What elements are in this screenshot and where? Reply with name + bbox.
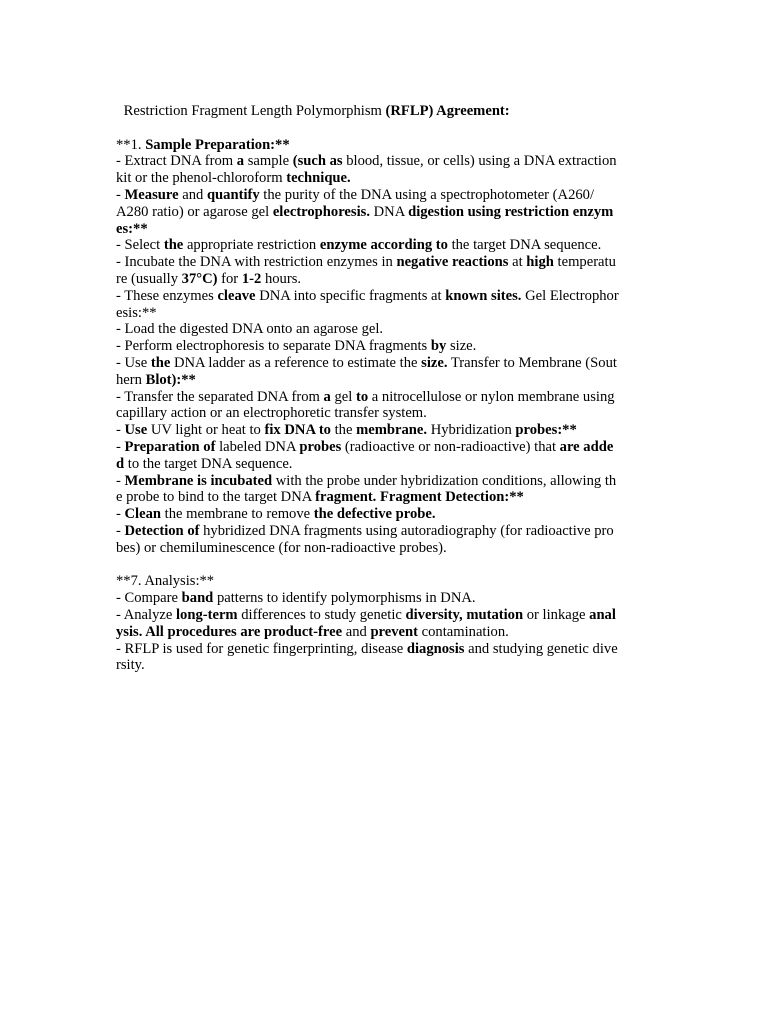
regular-text: blood, tissue, or cells) using a DNA extraction — [342, 153, 617, 170]
bold-text: the defective probe. — [313, 506, 436, 523]
bold-text: probes — [299, 438, 342, 455]
blank-line — [116, 120, 656, 137]
regular-text: the purity of the DNA using a spectrophotometer (A260/ — [259, 186, 595, 203]
bold-text: quantify — [206, 186, 260, 203]
bold-text: the — [150, 354, 171, 371]
regular-text: hours. — [261, 270, 302, 287]
bold-text: Clean — [124, 506, 161, 523]
regular-text: - These enzymes — [116, 287, 218, 304]
regular-text: differences to study genetic — [237, 606, 406, 623]
text-line — [116, 657, 656, 674]
text-line — [116, 624, 656, 641]
regular-text: e probe to bind to the target DNA — [116, 489, 316, 506]
regular-text: and — [178, 186, 207, 203]
regular-text: UV light or heat to — [147, 422, 265, 439]
bold-text: probes:** — [515, 422, 577, 439]
bold-text: digestion using restriction enzym — [408, 203, 614, 220]
regular-text: and studying genetic dive — [464, 640, 618, 657]
regular-text: - — [116, 186, 125, 203]
bold-text: long-term — [175, 606, 238, 623]
bold-text: diversity, mutation — [405, 606, 524, 623]
regular-text: DNA — [369, 203, 409, 220]
regular-text: bes) or chemiluminescence (for non-radioactive probes). — [116, 539, 447, 556]
regular-text: Gel Electrophor — [521, 287, 619, 304]
text-line — [116, 523, 656, 540]
text-line — [116, 305, 656, 322]
document-sections — [116, 137, 656, 675]
bold-text: cleave — [217, 287, 256, 304]
text-line — [116, 237, 656, 254]
regular-text: capillary action or an electrophoretic transfer system. — [116, 405, 427, 422]
blank-line — [116, 557, 656, 574]
bold-text: fragment. Fragment Detection:** — [315, 489, 524, 506]
bold-text: membrane. — [356, 422, 428, 439]
regular-text: hybridized DNA fragments using autoradiography (for radioactive pro — [199, 522, 614, 539]
text-line — [116, 153, 656, 170]
document-body — [116, 103, 656, 674]
regular-text: the — [330, 422, 357, 439]
regular-text: with the probe under hybridization conditions, allowing th — [272, 472, 617, 489]
regular-text: temperatu — [553, 254, 616, 271]
bold-text: are adde — [559, 438, 614, 455]
text-line — [116, 456, 656, 473]
regular-text: (radioactive or non-radioactive) that — [341, 438, 560, 455]
bold-text: anal — [589, 606, 616, 623]
regular-text: - Extract DNA from — [116, 153, 237, 170]
regular-text: - RFLP is used for genetic fingerprinting, disease — [116, 640, 407, 657]
document-section — [116, 573, 656, 674]
regular-text: - Analyze — [116, 606, 176, 623]
document-title — [116, 103, 656, 120]
bold-text: ysis. All procedures are product-free — [116, 623, 343, 640]
bold-text: high — [526, 254, 554, 271]
bold-text: Measure — [124, 186, 179, 203]
bold-text: negative reactions — [396, 254, 509, 271]
regular-text: re (usually — [116, 270, 182, 287]
bold-text: Sample Preparation:** — [141, 136, 290, 153]
regular-text: - Select — [116, 237, 164, 254]
regular-text: - Load the digested DNA onto an agarose gel. — [116, 321, 384, 338]
regular-text: labeled DNA — [215, 438, 300, 455]
text-line — [116, 540, 656, 557]
regular-text: - — [116, 422, 125, 439]
regular-text: DNA into specific fragments at — [255, 287, 446, 304]
text-line — [116, 372, 656, 389]
text-line — [116, 271, 656, 288]
bold-text: the — [163, 237, 184, 254]
regular-text: the target DNA sequence. — [447, 237, 602, 254]
bold-text: known sites. — [445, 287, 522, 304]
text-line — [116, 506, 656, 523]
bold-text: (such as — [292, 153, 343, 170]
bold-text: band — [181, 590, 214, 607]
text-line — [116, 254, 656, 271]
bold-text: d — [116, 455, 125, 472]
regular-text: A280 ratio) or agarose gel — [116, 203, 273, 220]
bold-text: size. — [421, 354, 448, 371]
regular-text: **1. — [116, 136, 142, 153]
regular-text: a nitrocellulose or nylon membrane using — [368, 388, 615, 405]
regular-text: at — [508, 254, 527, 271]
regular-text: Transfer to Membrane (Sout — [447, 354, 617, 371]
text-line — [116, 338, 656, 355]
text-line — [116, 489, 656, 506]
regular-text: esis:** — [116, 304, 157, 321]
regular-text: size. — [446, 338, 477, 355]
text-line — [116, 439, 656, 456]
text-line — [116, 288, 656, 305]
bold-text: Blot):** — [145, 371, 196, 388]
regular-text: sample — [244, 153, 293, 170]
regular-text: DNA ladder as a reference to estimate the — [170, 354, 422, 371]
regular-text: the membrane to remove — [161, 506, 314, 523]
regular-text: - — [116, 472, 125, 489]
bold-text: fix DNA to — [264, 422, 331, 439]
regular-text: patterns to identify polymorphisms in DNA. — [213, 590, 476, 607]
text-line — [116, 221, 656, 238]
bold-text: Preparation of — [124, 438, 216, 455]
text-line — [116, 607, 656, 624]
bold-text: Use — [124, 422, 148, 439]
bold-text: 1-2 — [241, 270, 262, 287]
text-line — [116, 641, 656, 658]
bold-text: by — [430, 338, 447, 355]
regular-text: kit or the phenol-chloroform — [116, 170, 287, 187]
bold-text: 37°C) — [181, 270, 218, 287]
regular-text: - Incubate the DNA with restriction enzymes in — [116, 254, 397, 271]
regular-text: contamination. — [418, 623, 509, 640]
bold-text: a — [323, 388, 331, 405]
text-line — [116, 389, 656, 406]
bold-text: technique. — [286, 170, 351, 187]
text-line — [116, 204, 656, 221]
regular-text: - — [116, 438, 125, 455]
regular-text: - Use — [116, 354, 151, 371]
bold-text: es:** — [116, 220, 148, 237]
text-line — [116, 187, 656, 204]
text-line — [116, 405, 656, 422]
bold-text: Detection of — [124, 522, 200, 539]
bold-text: to — [355, 388, 369, 405]
regular-text: Hybridization — [427, 422, 516, 439]
regular-text: - Transfer the separated DNA from — [116, 388, 324, 405]
regular-text: for — [217, 270, 242, 287]
text-line — [116, 321, 656, 338]
bold-text: a — [236, 153, 245, 170]
title-regular: Restriction Fragment Length Polymorphism — [120, 103, 386, 119]
text-line — [116, 473, 656, 490]
bold-text: electrophoresis. — [272, 203, 370, 220]
regular-text: rsity. — [116, 657, 145, 674]
regular-text: - Perform electrophoresis to separate DNA fragments — [116, 338, 431, 355]
regular-text: - — [116, 506, 125, 523]
bold-text: Membrane is incubated — [124, 472, 273, 489]
regular-text: **7. Analysis:** — [116, 573, 215, 590]
regular-text: to the target DNA sequence. — [124, 455, 293, 472]
text-line — [116, 590, 656, 607]
title-bold: (RFLP) Agreement: — [385, 103, 510, 119]
bold-text: enzyme according to — [319, 237, 448, 254]
text-line — [116, 573, 656, 590]
text-line — [116, 355, 656, 372]
text-line — [116, 137, 656, 154]
bold-text: prevent — [370, 623, 418, 640]
regular-text: and — [342, 623, 371, 640]
regular-text: gel — [330, 388, 356, 405]
text-line — [116, 422, 656, 439]
text-line — [116, 170, 656, 187]
regular-text: or linkage — [523, 606, 590, 623]
regular-text: - — [116, 522, 125, 539]
bold-text: diagnosis — [406, 640, 465, 657]
regular-text: appropriate restriction — [183, 237, 320, 254]
document-section — [116, 137, 656, 557]
regular-text: - Compare — [116, 590, 182, 607]
regular-text: hern — [116, 371, 146, 388]
